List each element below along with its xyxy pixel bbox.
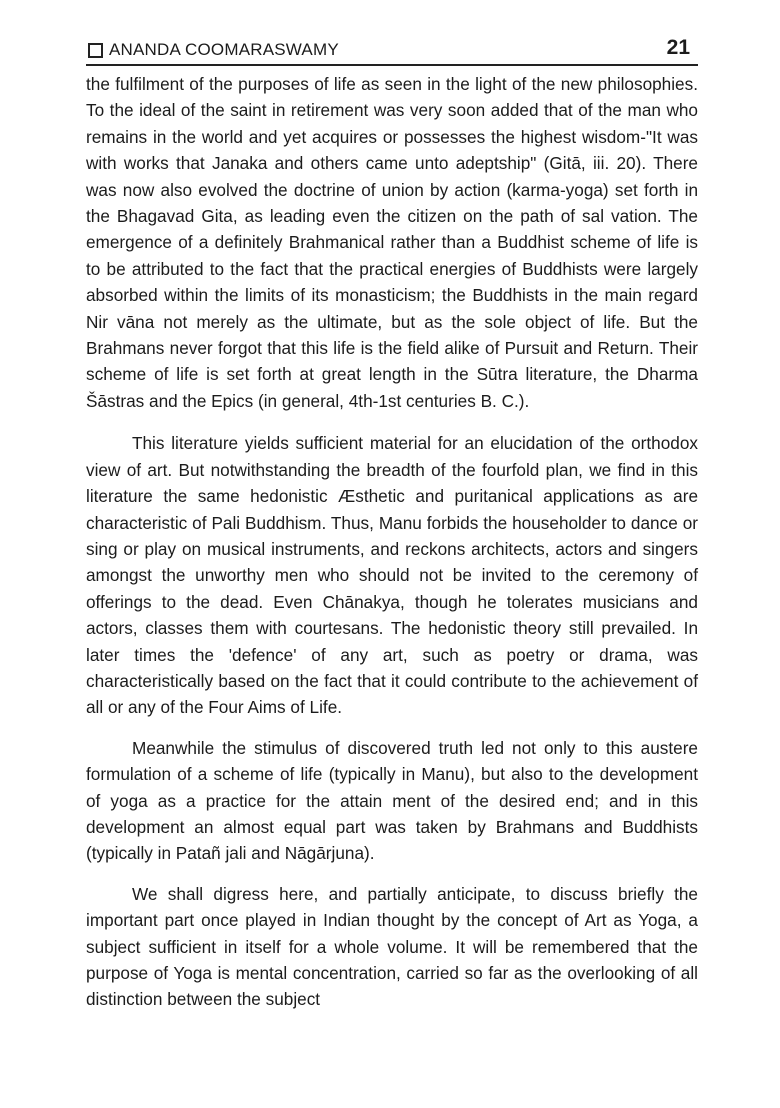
header-left xyxy=(86,40,339,60)
paragraph: Meanwhile the stimulus of discovered truth led not only to this austere formulation of a scheme of life (typically in Manu), but also to the development of yoga as a practice for the attain ment of the desired end; and in this development an almost equal part was taken by Brahmans and Buddhists (typically in Patañ jali and Nāgārjuna). xyxy=(86,737,698,864)
paragraph-continued: the fulfilment of the purposes of life as seen in the light of the new philosophies. To the ideal of the saint in retirement was very soon added that of the man who remains in the world and yet acquires or possesses the highest wisdom-"It was with works that Janaka and others came unto adeptship" (Gitā, iii. 20). There was now also evolved the doctrine of union by action (karma-yoga) set forth in the Bhagavad Gita, as leading even the citizen on the path of sal vation. The emergence of a definitely Brahmanical rather than a Buddhist scheme of life is to be attributed to the fact that the practical energies of Buddhists were largely absorbed within the limits of its monasticism; the Buddhists in the main regard Nir vāna not merely as the ultimate, but as the sole object of life. But the Brahmans never forgot that this life is the field alike of Pursuit and Return. Their scheme of life is set forth at great length in the Sūtra literature, the Dharma Šāstras and the Epics (in general, 4th-1st centuries B. C.). xyxy=(86,74,698,411)
body-text xyxy=(86,71,698,1013)
running-title: ANANDA COOMARASWAMY xyxy=(109,40,339,59)
page-number: 21 xyxy=(666,36,690,59)
paragraph: This literature yields sufficient material for an elucidation of the orthodox view of art. But notwithstanding the breadth of the fourfold plan, we find in this literature the same hedonistic Æsthetic and puritanical applications as are characteristic of Pali Buddhism. Thus, Manu forbids the householder to dance or sing or play on musical instruments, and reckons architects, actors and singers amongst the unworthy men who should not be invited to the ceremony of offerings to the dead. Even Chānakya, though he tolerates musicians and actors, classes them with courtesans. The hedonistic theory still prevailed. In later times the 'defence' of any art, such as poetry or drama, was characteristically based on the fact that it could contribute to the achievement of all or any of the Four Aims of Life. xyxy=(86,433,698,718)
running-header xyxy=(86,30,698,66)
paragraph: We shall digress here, and partially anticipate, to discuss briefly the important part once played in Indian thought by the concept of Art as Yoga, a subject sufficient in itself for a whole volume. It will be remembered that the purpose of Yoga is mental concentration, carried so far as the overlooking of all distinction between the subject xyxy=(86,883,698,1010)
book-page xyxy=(86,30,698,1027)
square-icon xyxy=(88,43,103,58)
